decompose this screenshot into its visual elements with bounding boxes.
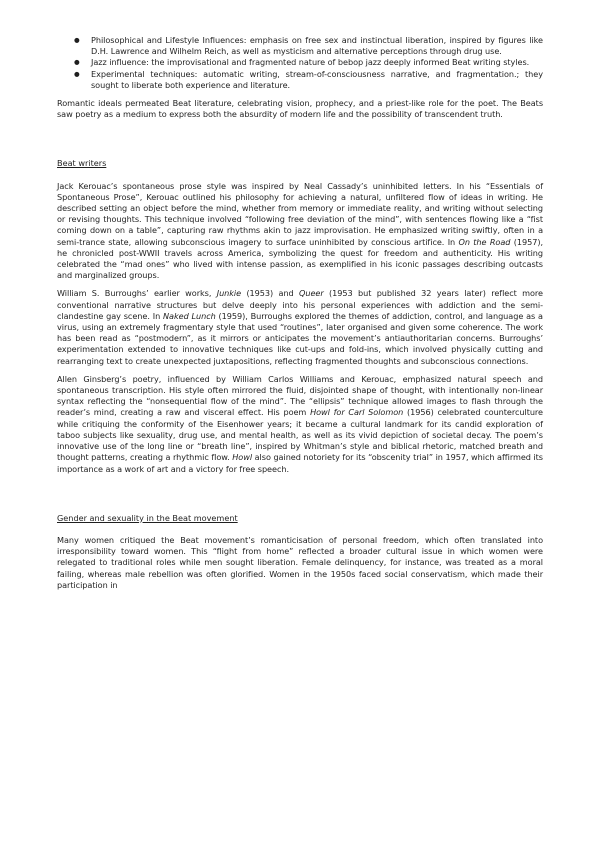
- gender-heading: Gender and sexuality in the Beat movement: [57, 512, 238, 523]
- book-title: Howl for Carl Solomon: [310, 407, 404, 418]
- book-title: Queer: [299, 288, 324, 299]
- kerouac-paragraph: Jack Kerouac’s spontaneous prose style was inspired by Neal Cassady’s uninhibited letters. In his “Essentials of Spontaneous Prose”, Kerouac outlined his philosophy for achieving a natural, unfiltered flow of ideas in writing. He described setting an object before the mind, whether from memory or immediate reality, and writing without selecting or revising thoughts. This technique involved “following free deviation of the mind”, with sentences flowing like a “fist coming down on a table”, capturing raw rhythms akin to jazz improvisation. He emphasized writing swiftly, often in a semi-trance state, allowing subconscious imagery to surface uninhibited by conscious artifice. In On the Road (1957), he chronicled post-WWII travels across America, symbolizing the quest for freedom and authenticity. His writing celebrated the “mad ones” who lived with intense passion, as exemplified in his iconic passages describing outcasts and marginalized groups.: [57, 180, 543, 281]
- burroughs-paragraph: William S. Burroughs’ earlier works, Junkie (1953) and Queer (1953 but published 32 years later) reflect more conventional narrative structures but delve deeply into his personal experiences with addiction and the semi-clandestine gay scene. In Naked Lunch (1959), Burroughs explored the themes of addiction, control, and language as a virus, using an extremely fragmentary style that used “routines”, later organised and given some coherence. The work has been read as “postmodern”, as it mirrors or anticipates the movement’s antiauthoritarian concerns. Burroughs’ experimentation extended to innovative techniques like cut-ups and fold-ins, which involved physically cutting and rearranging text to create unexpected juxtapositions, reflecting fragmented thoughts and subconscious connections.: [57, 288, 543, 366]
- book-title: Junkie: [216, 288, 242, 299]
- book-title: Howl: [232, 452, 253, 463]
- list-item: ● Experimental techniques: automatic writing, stream-of-consciousness narrative, and fragmentation.; they sought to liberate both experience and literature.: [91, 69, 543, 91]
- influences-list: [57, 35, 543, 91]
- book-title: Naked Lunch: [163, 310, 216, 321]
- intro-paragraph: Romantic ideals permeated Beat literature, celebrating vision, prophecy, and a priest-like role for the poet. The Beats saw poetry as a medium to express both the absurdity of modern life and the possibility of transcendent truth.: [57, 98, 543, 120]
- beat-writers-heading: Beat writers: [57, 158, 107, 169]
- ginsberg-paragraph: Allen Ginsberg’s poetry, influenced by William Carlos Williams and Kerouac, emphasized natural speech and spontaneous transcription. His style often mirrored the fluid, disjointed shape of thought, with intentionally non-linear syntax reflecting the “nonsequential flow of the mind”. The “ellipsis” technique allowed images to flash through the reader’s mind, creating a raw and visceral effect. His poem Howl for Carl Solomon (1956) celebrated counterculture while critiquing the conformity of the Eisenhower years; it became a cultural landmark for its candid exploration of taboo subjects like sexuality, drug use, and mental health, as well as its vivid depiction of societal decay. The poem’s innovative use of the long line or “breath line”, inspired by Whitman’s style and biblical rhetoric, matched breath and thought patterns, creating a rhythmic flow. Howl also gained notoriety for its “obscenity trial” in 1957, which affirmed its importance as a work of art and a victory for free speech.: [57, 373, 543, 474]
- list-item: ● Philosophical and Lifestyle Influences: emphasis on free sex and instinctual liberation, inspired by figures like D.H. Lawrence and Wilhelm Reich, as well as mysticism and alternative perceptions through drug use.: [91, 35, 543, 57]
- book-title: On the Road: [458, 236, 511, 247]
- list-item: ● Jazz influence: the improvisational and fragmented nature of bebop jazz deeply informed Beat writing styles.: [91, 57, 543, 68]
- gender-paragraph: Many women critiqued the Beat movement’s romanticisation of personal freedom, which often translated into irresponsibility toward women. This “flight from home” reflected a broader cultural issue in which women were relegated to traditional roles while men sought liberation. Female delinquency, for instance, was treated as a moral failing, whereas male rebellion was often glorified. Women in the 1950s faced social conservatism, which made their participation in: [57, 534, 543, 590]
